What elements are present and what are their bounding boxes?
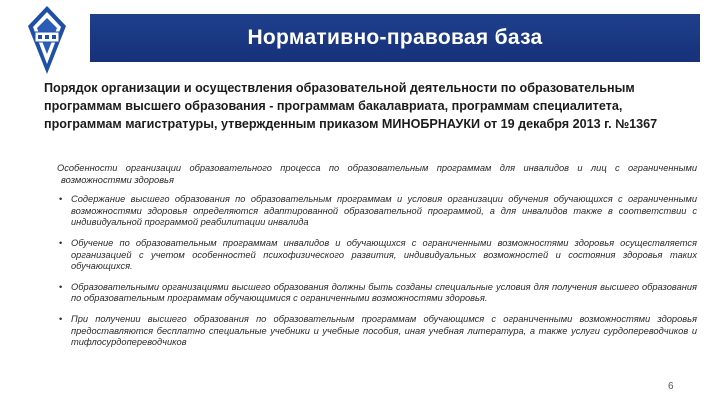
- list-item-text: При получении высшего образования по образовательным программам обучающимся с ограниченными возможностями здоровья предоставляются бесплатно специальные учебники и учебные пособия, иная учебная литература, а также услуги сурдопереводчиков и тифлосурдопереводчиков: [71, 313, 697, 348]
- list-item-text: Содержание высшего образования по образовательным программам и условия организации обучения обучающихся с ограниченными возможностями здоровья определяются адаптированной образовательной программой, а для инвалидов также в соответствии с индивидуальной программой реабилитации инвалида: [71, 194, 697, 228]
- list-item: [57, 238, 697, 273]
- slide-title: Нормативно-правовая база: [90, 14, 700, 62]
- university-logo: [26, 4, 68, 76]
- intro-text: Особенности организации образовательного процесса по образовательным программам для инвалидов и лиц с ограниченными возможностями здоровья: [57, 163, 697, 185]
- slide-heading: Порядок организации и осуществления образовательной деятельности по образовательным программам высшего образования - программам бакалавриата, программам специалитета, программам магистратуры, утвержденным приказом МИНОБРНАУКИ от 19 декабря 2013 г. №1367: [44, 81, 658, 131]
- list-item-text: Образовательными организациями высшего образования должны быть созданы специальные условия для получения высшего образования по образовательным программам обучающимися с ограниченными возможностями здоровья.: [71, 281, 697, 304]
- bullet-marker: •: [59, 281, 63, 292]
- list-item-text: Обучение по образовательным программам инвалидов и обучающихся с ограниченными возможностями здоровья осуществляется организацией с учетом особенностей психофизического развития, индивидуальных возможностей и состояния здоровья таких обучающихся.: [71, 237, 697, 272]
- page-number: 6: [668, 381, 674, 392]
- bullet-marker: •: [59, 313, 63, 324]
- bullet-marker: •: [59, 194, 63, 205]
- list-item: [57, 282, 697, 305]
- slide-body: [57, 163, 697, 358]
- bullet-marker: •: [59, 237, 63, 248]
- list-item: [57, 314, 697, 349]
- list-item: [57, 194, 697, 229]
- bullet-list: [57, 194, 697, 349]
